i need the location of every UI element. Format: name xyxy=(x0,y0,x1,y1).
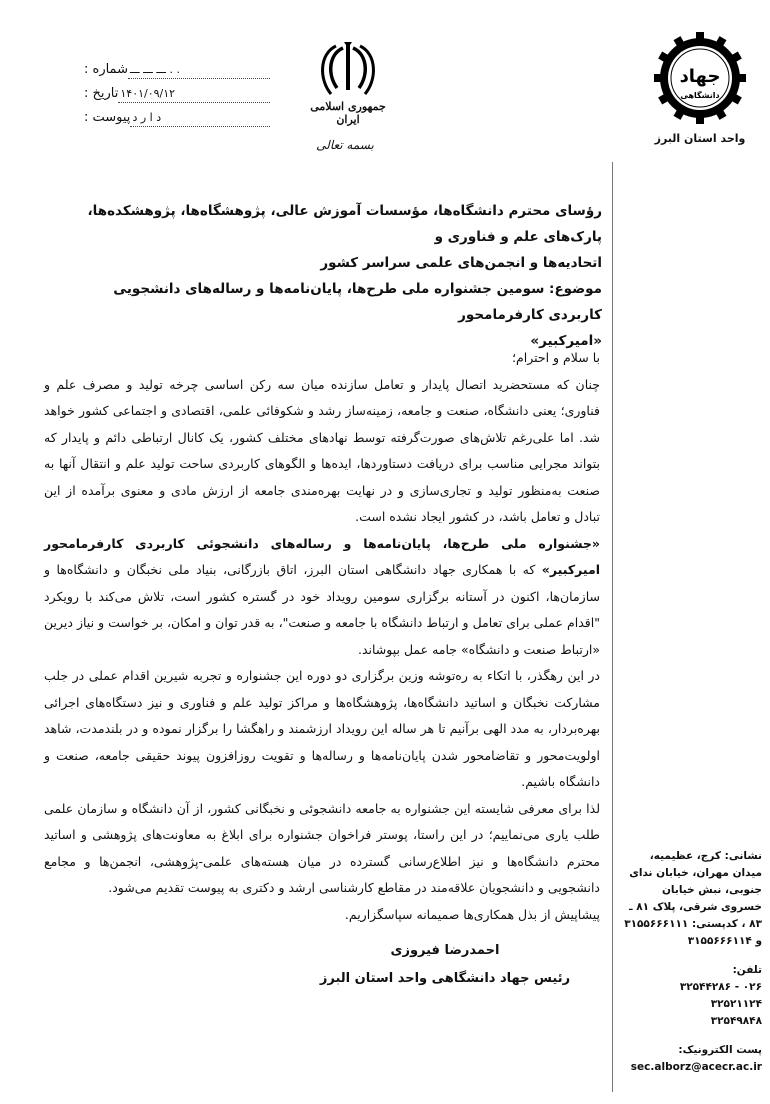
logo-name: جهاد xyxy=(679,66,721,87)
date-value: ۱۴۰۱/۰۹/۱۲ xyxy=(118,86,270,103)
signer-name: احمدرضا فیروزی xyxy=(390,943,500,958)
logo-unit: واحد استان البرز xyxy=(654,132,746,145)
contact-block xyxy=(620,848,762,1076)
number-row xyxy=(80,58,270,82)
paragraph-4: لذا برای معرفی شایسته این جشنواره به جامعه دانشجوئی و نخبگانی کشور، از آن دانشگاه و سازمان علمی طلب یاری می‌نماییم؛ در این راستا، پوستر فراخوان جشنواره برای ابلاغ به معاونت‌های پژوهشی و اساتید محترم دانشگاه‌ها و نیز اطلاع‌رسانی گسترده در میان هسته‌های علمی-پژوهشی، انجمن‌ها و مجامع دانشجویی و دانشجویان علاقه‌مند در مقاطع کارشناسی ارشد و دکتری به پیوست تقدیم می‌شود. xyxy=(44,800,600,895)
date-label: تاریخ : xyxy=(84,86,119,101)
jahad-logo xyxy=(648,30,752,145)
attachment-row xyxy=(80,106,270,130)
signer-title: رئیس جهاد دانشگاهی واحد استان البرز xyxy=(319,971,571,986)
greeting: با سلام و احترام؛ xyxy=(512,350,600,365)
email-label: پست الکترونیک: xyxy=(678,1044,762,1056)
date-row xyxy=(80,82,270,106)
paragraph-3: در این رهگذر، با اتکاء به ره‌توشه وزین برگزاری دو دوره این جشنواره و تجربه شیرین اقدام عملی در جلب مشارکت نخبگان و اساتید دانشگاه‌ها، پژوهشگاه‌ها و مراکز تولید علم و فناوری و نیز دستگاه‌های اجرائی بهره‌بردار، به مدد الهی برآنیم تا هر ساله این رویداد ارزشمند و راهگشا را برگزار نموده و در بلندمدت، شاهد اولویت‌محور و تقاضامحور شدن پایان‌نامه‌ها و رساله‌ها و تقویت روزافزون پیوند حقیقی جامعه، صنعت و دانشگاه باشیم. xyxy=(44,668,600,789)
subject-line-2: «امیرکبیر» xyxy=(530,333,602,349)
phone-1: ۰۲۶ - ۳۲۵۴۴۲۸۶ xyxy=(679,981,762,993)
address: نشانی: کرج، عظیمیه، میدان مهران، خیابان ندای جنوبی، نبش خیابان خسروی شرقی، پلاک ۸۱ ـ ۸۳ ، کدپستی: ۳۱۵۵۶۶۶۱۱۱ و ۳۱۵۵۶۶۶۱۱۴ xyxy=(624,850,762,947)
letter-body xyxy=(44,345,600,928)
iran-emblem-icon xyxy=(317,40,379,98)
bismillah: بسمه تعالی xyxy=(316,138,374,152)
phone-3: ۳۲۵۴۹۸۴۸ xyxy=(710,1015,762,1027)
paragraph-2 xyxy=(44,531,600,664)
recipients-block xyxy=(72,198,602,354)
number-value: . . ـــ ـــ ـــ xyxy=(128,62,270,79)
emblem-caption: جمهوری اسلامی ایران xyxy=(310,100,386,126)
email-link[interactable]: sec.alborz@acecr.ac.ir xyxy=(630,1061,762,1073)
gear-logo-icon xyxy=(652,30,748,126)
letter-meta xyxy=(80,58,270,130)
iran-emblem xyxy=(303,40,393,126)
attachment-label: پیوست : xyxy=(84,110,131,125)
recipients-line-1: رؤسای محترم دانشگاه‌ها، مؤسسات آموزش عالی، پژوهشگاه‌ها، پژوهشکده‌ها، پارک‌های علم و فناوری و xyxy=(87,203,602,245)
phone-label: تلفن: xyxy=(732,964,762,976)
festival-title: «جشنواره ملی طرح‌ها، پایان‌نامه‌ها و رساله‌های دانشجوئی کاربردی کارفرمامحور امیرکبیر» xyxy=(44,535,600,577)
attachment-value: د ا ر د xyxy=(130,110,270,127)
paragraph-1: چنان که مستحضرید اتصال پایدار و تعامل سازنده میان سه رکن اساسی چرخه تولید و مصرف علم و فناوری؛ یعنی دانشگاه، صنعت و جامعه، زمینه‌ساز رشد و شکوفائی علمی، اقتصادی و اجتماعی کشور خواهد شد. اما علی‌رغم تلاش‌های صورت‌گرفته توسط نهادهای مختلف کشور، یک کانال ارتباطی دائم و پایدار که بتواند مجرایی مناسب برای دریافت دستاوردها، ایده‌ها و الگوهای کاربردی ساحت تولید علم و انتقال آنها به صنعت به‌منظور تولید و تجاری‌سازی و در نهایت بهره‌مندی جامعه از ارزش مادی و معنوی برآمده از این تبادل و تعامل باشد، در کشور ایجاد نشده است. xyxy=(44,376,600,524)
vertical-divider xyxy=(612,162,613,1092)
recipients-line-2: اتحادیه‌ها و انجمن‌های علمی سراسر کشور xyxy=(320,255,602,271)
subject-line-1: موضوع: سومین جشنواره ملی طرح‌ها، پایان‌نامه‌ها و رساله‌های دانشجویی کاربردی کارفرمامحور xyxy=(113,281,602,323)
number-label: شماره : xyxy=(84,62,128,77)
logo-sub: دانشگاهی xyxy=(680,91,720,100)
paragraph-2-text: که با همکاری جهاد دانشگاهی استان البرز، اتاق بازرگانی، بنیاد ملی نخبگان و دانشگاه‌ها و سازمان‌ها، اکنون در آستانه برگزاری سومین رویداد خود در گستره کشور است، تلاش می‌کند با رویکرد "اقدام عملی برای تعامل و ارتباط دانشگاه با جامعه و صنعت"، به قدر توان و امکان، بر خواست و نیاز دیرین «ارتباط صنعت و دانشگاه» جامه عمل بپوشاند. xyxy=(44,562,600,657)
signature-block xyxy=(290,937,600,993)
closing: پیشاپیش از بذل همکاری‌ها صمیمانه سپاسگزاریم. xyxy=(344,906,600,922)
phone-2: ۳۲۵۲۱۱۲۴ xyxy=(710,998,762,1010)
